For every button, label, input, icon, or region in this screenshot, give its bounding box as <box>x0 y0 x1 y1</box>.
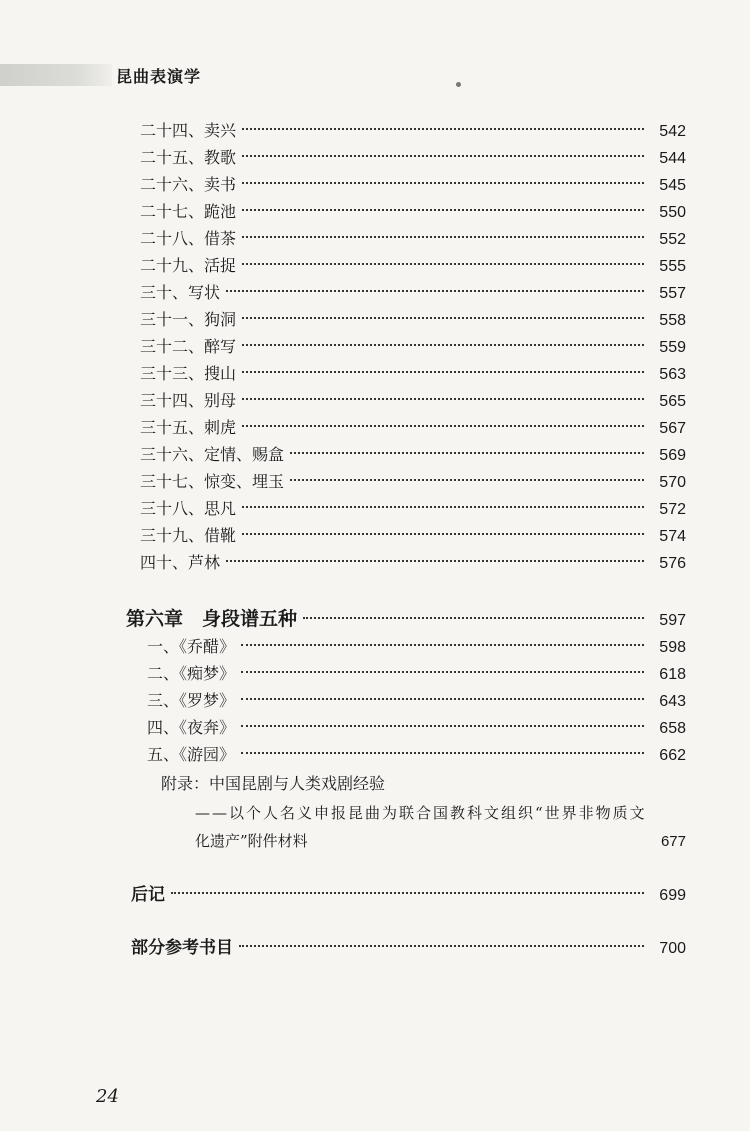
toc-entry-title: 二十六、卖书 <box>140 175 237 194</box>
dot-leader <box>242 263 644 265</box>
toc-entry-title: 三十六、定情、赐盒 <box>140 445 285 464</box>
dot-leader <box>242 344 644 346</box>
toc-entry-page: 552 <box>659 231 686 248</box>
toc-entry-page: 544 <box>659 150 686 167</box>
dot-leader <box>242 209 644 211</box>
toc-entry-page: 662 <box>659 747 686 764</box>
toc-entry-page: 555 <box>659 258 686 275</box>
toc-postscript-entry[interactable] <box>131 880 686 905</box>
toc-entry[interactable] <box>140 361 686 384</box>
toc-entry-title: 三、《罗梦》 <box>147 691 236 710</box>
dot-leader <box>171 892 644 894</box>
dot-leader <box>241 725 644 727</box>
dot-leader <box>241 671 644 673</box>
toc-entry[interactable] <box>140 253 686 276</box>
toc-entry-title: 二十五、教歌 <box>140 148 237 167</box>
toc-entry[interactable] <box>147 634 686 657</box>
toc-entry[interactable] <box>140 550 686 573</box>
dot-leader <box>242 128 644 130</box>
toc-entry-title: 三十八、思凡 <box>140 499 237 518</box>
toc-entry[interactable] <box>140 388 686 411</box>
toc-entry[interactable] <box>147 661 686 684</box>
dot-leader <box>242 155 644 157</box>
toc-entry-title: 四、《夜奔》 <box>147 718 236 737</box>
dot-leader <box>242 533 644 535</box>
toc-entry[interactable] <box>140 469 686 492</box>
toc-entry[interactable] <box>140 496 686 519</box>
toc-entry-page: 598 <box>659 639 686 656</box>
toc-entry[interactable] <box>140 523 686 546</box>
toc-entry-title: 三十一、狗洞 <box>140 310 237 329</box>
toc-entry[interactable] <box>140 334 686 357</box>
toc-chapter-entry[interactable] <box>126 604 686 631</box>
toc-entry-title: 二十七、跪池 <box>140 202 237 221</box>
toc-entry-title: 三十、写状 <box>140 283 221 302</box>
dot-leader <box>241 698 644 700</box>
toc-entry[interactable] <box>140 226 686 249</box>
dot-leader <box>226 560 644 562</box>
dot-leader <box>242 371 644 373</box>
toc-entry-page: 550 <box>659 204 686 221</box>
postscript-title: 后记 <box>131 885 165 905</box>
bibliography-page: 700 <box>659 940 686 957</box>
toc-entry-page: 557 <box>659 285 686 302</box>
dot-leader <box>226 290 644 292</box>
dot-leader <box>290 479 644 481</box>
toc-entry-title: 三十七、惊变、埋玉 <box>140 472 285 491</box>
postscript-page: 699 <box>659 887 686 904</box>
dot-leader <box>242 425 644 427</box>
toc-entry-page: 618 <box>659 666 686 683</box>
dot-leader <box>242 236 644 238</box>
appendix-subtitle-line2 <box>195 830 686 851</box>
toc-entry-title: 五、《游园》 <box>147 745 236 764</box>
toc-entry-page: 563 <box>659 366 686 383</box>
toc-entry-title: 一、《乔醋》 <box>147 637 236 656</box>
toc-entry[interactable] <box>140 172 686 195</box>
toc-entry-title: 二十九、活捉 <box>140 256 237 275</box>
dot-leader <box>290 452 644 454</box>
toc-entry[interactable] <box>140 280 686 303</box>
toc-entry-page: 545 <box>659 177 686 194</box>
header-band <box>0 64 112 86</box>
toc-entry-page: 574 <box>659 528 686 545</box>
toc-entry[interactable] <box>140 442 686 465</box>
dot-leader <box>241 644 644 646</box>
dot-leader <box>241 752 644 754</box>
dot-leader <box>242 398 644 400</box>
toc-entry[interactable] <box>140 145 686 168</box>
toc-entry[interactable] <box>147 742 686 765</box>
toc-entry-page: 567 <box>659 420 686 437</box>
dot-leader <box>239 945 644 947</box>
appendix-page: 677 <box>660 833 686 850</box>
dot-leader <box>242 317 644 319</box>
toc-entry-title: 三十四、别母 <box>140 391 237 410</box>
toc-entry-page: 576 <box>659 555 686 572</box>
appendix-title[interactable]: 附录：中国昆剧与人类戏剧经验 <box>161 774 386 793</box>
toc-entry-title: 二十四、卖兴 <box>140 121 237 140</box>
toc-entry[interactable] <box>147 715 686 738</box>
toc-entry-page: 570 <box>659 474 686 491</box>
toc-entry-page: 643 <box>659 693 686 710</box>
speck-mark <box>456 82 461 87</box>
toc-entry-page: 658 <box>659 720 686 737</box>
bibliography-title: 部分参考书目 <box>131 938 233 958</box>
page-number: 24 <box>96 1086 119 1107</box>
running-title: 昆曲表演学 <box>116 67 202 86</box>
toc-entry-page: 559 <box>659 339 686 356</box>
toc-entry-page: 572 <box>659 501 686 518</box>
toc-entry[interactable] <box>147 688 686 711</box>
toc-entry-title: 三十九、借靴 <box>140 526 237 545</box>
toc-entry-title: 二、《痴梦》 <box>147 664 236 683</box>
chapter-page: 597 <box>659 612 686 629</box>
toc-entry-title: 三十二、醉写 <box>140 337 237 356</box>
toc-entry-page: 542 <box>659 123 686 140</box>
toc-entry[interactable] <box>140 415 686 438</box>
chapter-title: 第六章 身段谱五种 <box>126 608 298 630</box>
toc-entry-title: 二十八、借茶 <box>140 229 237 248</box>
appendix-subtitle-line1: ——以个人名义申报昆曲为联合国教科文组织“世界非物质文 <box>195 804 647 822</box>
toc-entry-title: 四十、芦林 <box>140 553 221 572</box>
dot-leader <box>242 182 644 184</box>
toc-entry-title: 三十三、搜山 <box>140 364 237 383</box>
toc-entry[interactable] <box>140 307 686 330</box>
appendix-subtitle-text: 化遗产”附件材料 <box>195 832 308 850</box>
dot-leader <box>303 617 644 619</box>
toc-entry[interactable] <box>140 118 686 141</box>
toc-entry[interactable] <box>140 199 686 222</box>
toc-entry-page: 558 <box>659 312 686 329</box>
toc-bibliography-entry[interactable] <box>131 933 686 958</box>
dot-leader <box>242 506 644 508</box>
toc-entry-title: 三十五、刺虎 <box>140 418 237 437</box>
toc-entry-page: 569 <box>659 447 686 464</box>
toc-entry-page: 565 <box>659 393 686 410</box>
